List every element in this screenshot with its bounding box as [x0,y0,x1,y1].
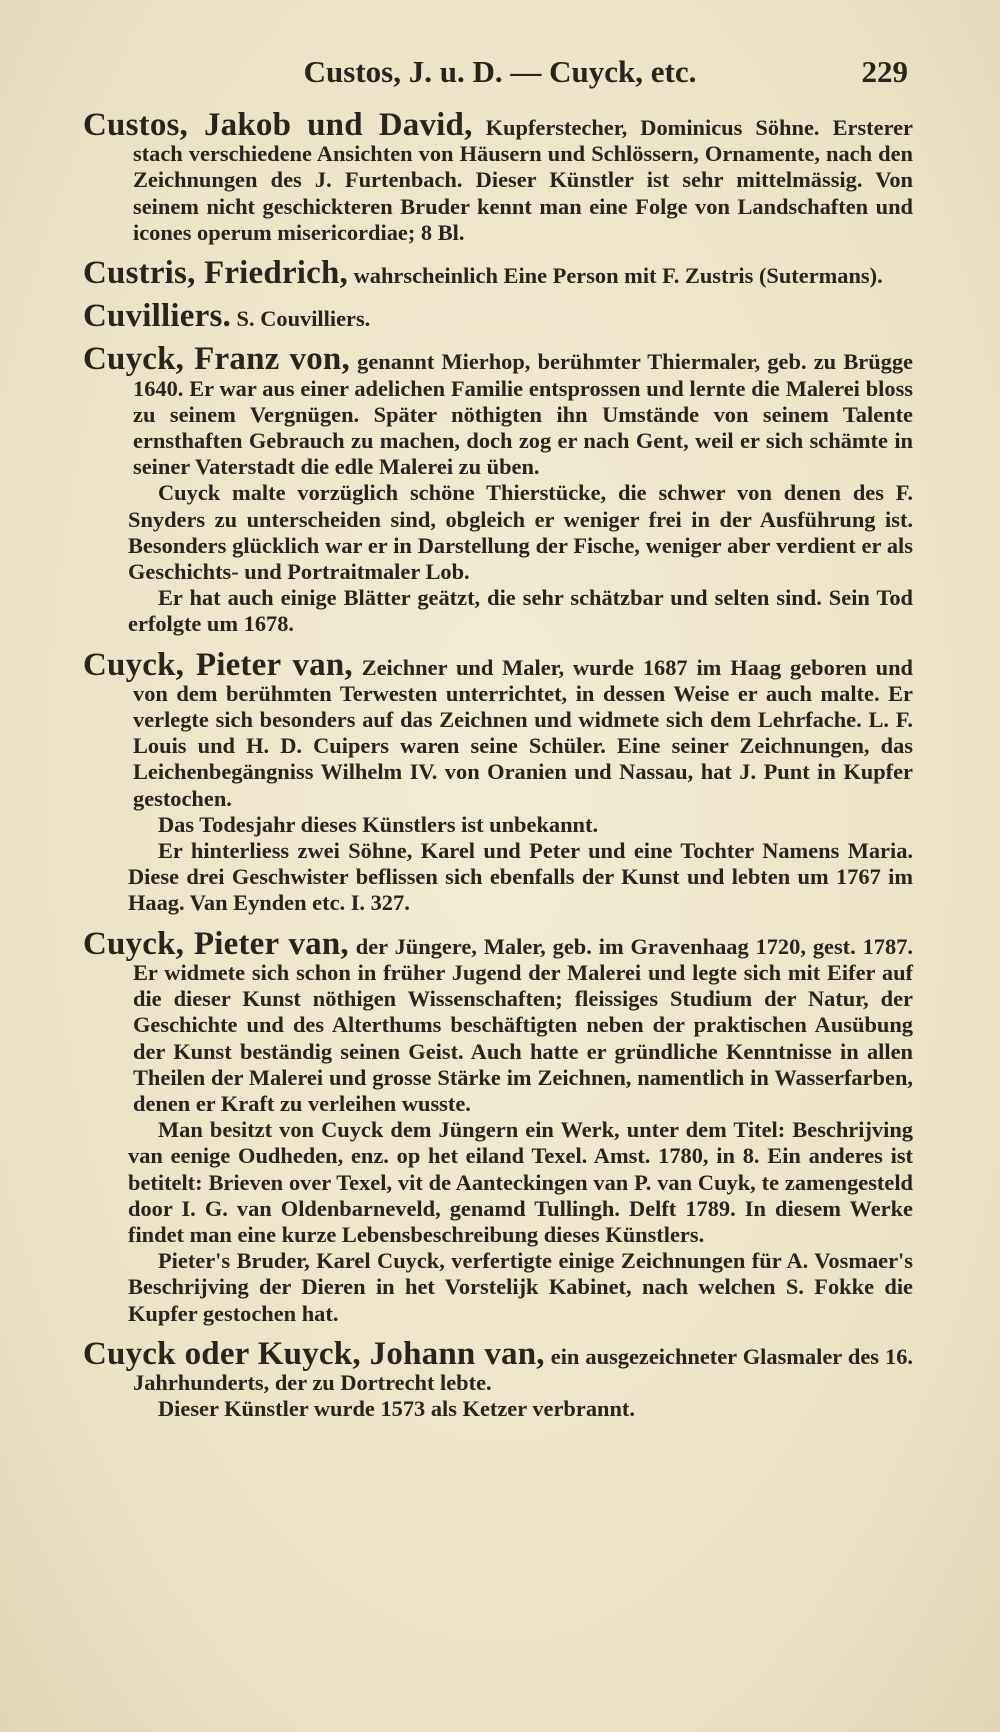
entry-custos [83,107,913,246]
entry-headword: Cuyck, Pieter van, [83,925,349,962]
entry-headword: Cuyck, Pieter van, [83,646,353,683]
entry-text: S. Couvilliers. [230,306,371,332]
entry-text: genannt Mierhop, berühmter Thiermaler, geb. zu Brügge 1640. Er war aus einer adelichen Familie entsprossen und lernte die Malerei bloss zu seinem Vergnügen. Später nöthigten ihn Umstände von seinem Talente ernsthaften Gebrauch zu machen, doch zog er nach Gent, weil er sich schämte in seiner Vaterstadt die edle Malerei zu üben. [133,349,913,480]
entry-headword: Custos, Jakob und David, [83,107,473,143]
entry-continuation: Cuyck malte vorzüglich schöne Thierstücke, die schwer von denen des F. Snyders zu unterscheiden sind, obgleich er weniger frei in der Ausführung ist. Besonders glücklich war er in Darstellung der Fische, weniger aber verdient er als Geschichts- und Portraitmaler Lob. [128,480,913,585]
entry-continuation: Pieter's Bruder, Karel Cuyck, verfertigte einige Zeichnungen für A. Vosmaer's Beschrijving der Dieren in het Vorstelijk Kabinet, nach welchen S. Fokke die Kupfer gestochen hat. [128,1248,913,1326]
entry-continuation: Er hat auch einige Blätter geätzt, die sehr schätzbar und selten sind. Sein Tod erfolgte um 1678. [128,585,913,637]
page-number: 229 [861,54,908,89]
entry-text: Zeichner und Maler, wurde 1687 im Haag geboren und von dem berühmten Terwesten unterrichtet, in dessen Weise er auch malte. Er verlegte sich besonders auf das Zeichnen und widmete sich dem Lehrfache. L. F. Louis und H. D. Cuipers waren seine Schüler. Eine seiner Zeichnungen, das Leichenbegängniss Wilhelm IV. von Oranien und Nassau, hat J. Punt in Kupfer gestochen. [133,654,913,811]
entry-text: ein ausgezeichneter Glasmaler des 16. Jahrhunderts, der zu Dortrecht lebte. [133,1343,913,1395]
entry-paragraph [83,925,913,1117]
entry-paragraph [83,341,913,480]
entry-cuyck-franz [83,341,913,637]
entry-headword: Cuyck, Franz von, [83,341,350,378]
entry-text: wahrscheinlich Eine Person mit F. Zustris (Sutermans). [348,263,883,289]
entry-headword: Cuvilliers. [83,298,231,335]
entry-headword: Cuyck oder Kuyck, Johann van, [83,1335,545,1372]
entry-paragraph [83,298,913,335]
entry-cuyck-pieter [83,646,913,917]
entry-headword: Custris, Friedrich, [83,255,349,292]
entry-continuation: Dieser Künstler wurde 1573 als Ketzer verbrannt. [158,1396,635,1422]
running-header [0,48,1000,94]
entry-paragraph [83,255,913,292]
entry-continuation: Er hinterliess zwei Söhne, Karel und Peter und eine Tochter Namens Maria. Diese drei Geschwister beflissen sich ebenfalls der Kunst und lebten um 1767 im Haag. Van Eynden etc. I. 327. [128,838,913,916]
entry-cuyck-johann [83,1335,913,1423]
entry-cuyck-pieter-junior [83,925,913,1327]
running-title: Custos, J. u. D. — Cuyck, etc. [303,54,697,89]
entry-paragraph [83,1335,913,1396]
entry-paragraph [83,107,913,246]
entry-custris [83,255,913,292]
entry-cuvilliers [83,298,913,335]
entry-continuation: Das Todesjahr dieses Künstlers ist unbekannt. [158,811,599,837]
entry-text: der Jüngere, Maler, geb. im Gravenhaag 1720, gest. 1787. Er widmete sich schon in früher Jugend der Malerei und legte sich mit Eifer auf die dieser Kunst nöthigen Wissenschaften; fleissiges Studium der Natur, der Geschichte und des Alterthums beschäftigten neben der praktischen Ausübung der Kunst beständig seinen Geist. Auch hatte er gründliche Kenntnisse in allen Theilen der Malerei und grosse Stärke im Zeichnen, namentlich in Wasserfarben, denen er Kraft zu verleihen wusste. [133,933,913,1116]
dictionary-entries [83,107,913,1436]
entry-paragraph [83,646,913,812]
entry-text: Kupferstecher, Dominicus Söhne. Ersterer stach verschiedene Ansichten von Häusern und Schlössern, Ornamente, nach den Zeichnungen des J. Furtenbach. Dieser Künstler ist sehr mittelmässig. Von seinem nicht geschickteren Bruder kennt man eine Folge von Landschaften und icones operum misericordiae; 8 Bl. [133,115,913,245]
entry-continuation: Man besitzt von Cuyck dem Jüngern ein Werk, unter dem Titel: Beschrijving van eenige Oudheden, enz. op het eiland Texel. Amst. 1780, in 8. Ein anderes ist betitelt: Brieven over Texel, vit de Aanteckingen van P. van Cuyk, te zamengesteld door I. G. van Oldenbarneveld, genamd Tullingh. Delft 1789. In diesem Werke findet man eine kurze Lebensbeschreibung dieses Künstlers. [128,1117,913,1247]
